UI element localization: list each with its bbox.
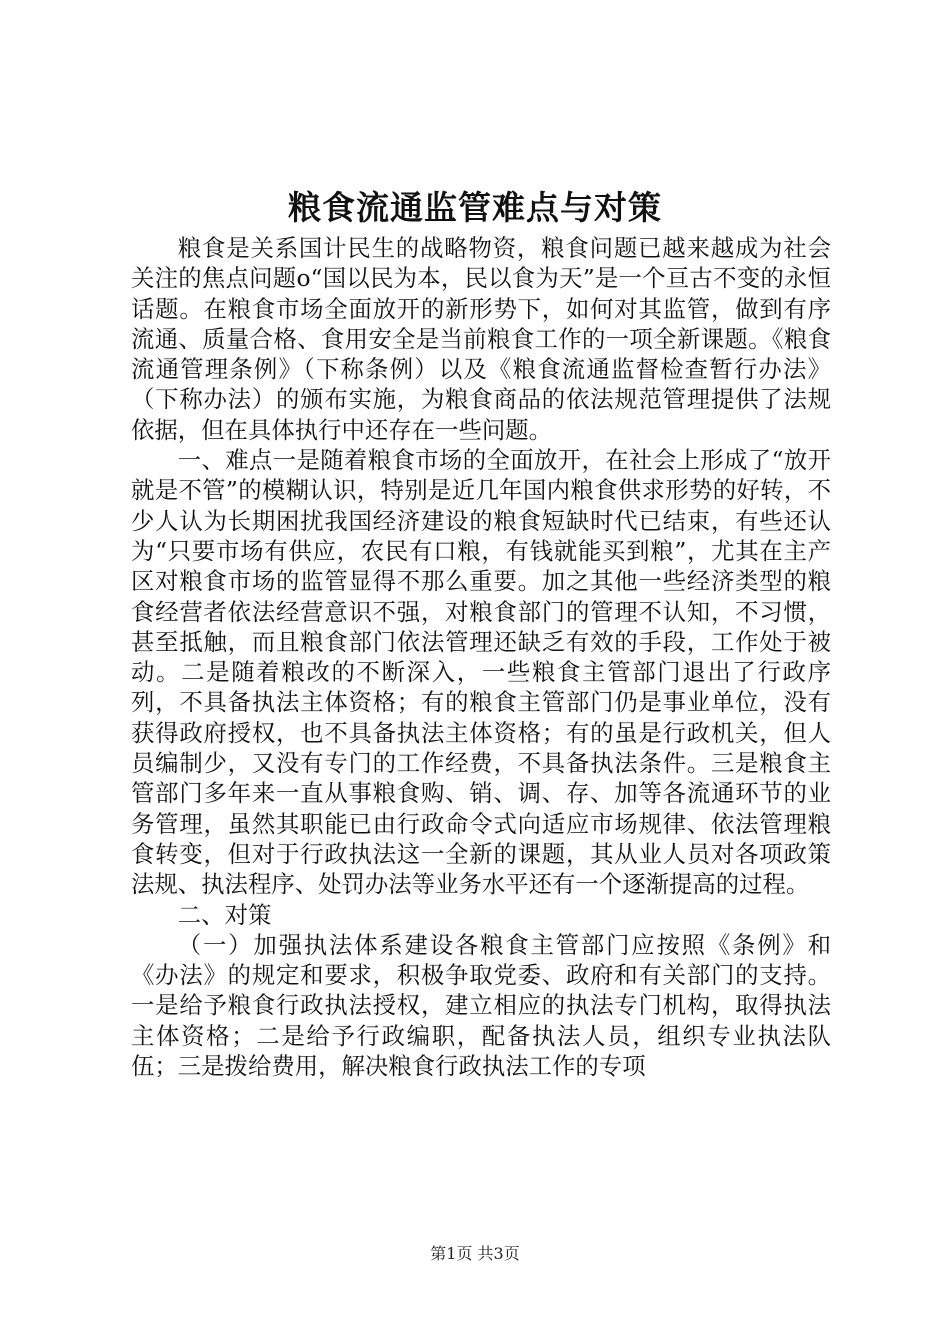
paragraph-intro: 粮食是关系国计民生的战略物资，粮食问题已越来越成为社会关注的焦点问题o“国以民为本，民以食为天”是一个亘古不变的永恒话题。在粮食市场全面放开的新形势下，如何对其监管，做到有序流通、质量合格、食用安全是当前粮食工作的一项全新课题。《粮食流通管理条例》（下称条例）以及《粮食流通监督检查暂行办法》（下称办法）的颁布实施，为粮食商品的依法规范管理提供了法规依据，但在具体执行中还存在一些问题。	[131, 234, 831, 444]
paragraph-countermeasures-heading: 二、对策	[177, 900, 272, 929]
page-footer: 第1页 共3页	[430, 1244, 520, 1263]
paragraph-countermeasure-one: （一）加强执法体系建设各粮食主管部门应按照《条例》和《办法》的规定和要求，积极争取党委、政府和有关部门的支持。一是给予粮食行政执法授权，建立相应的执法专门机构，取得执法主体资格；二是给予行政编职，配备执法人员，组织专业执法队伍；三是拨给费用，解决粮食行政执法工作的专项	[131, 930, 831, 1081]
document-body	[131, 233, 831, 1081]
document-title: 粮食流通监管难点与对策	[288, 188, 662, 227]
paragraph-difficulties: 一、难点一是随着粮食市场的全面放开，在社会上形成了“放开就是不管”的模糊认识，特别是近几年国内粮食供求形势的好转，不少人认为长期困扰我国经济建设的粮食短缺时代已结束，有些还认为“只要市场有供应，农民有口粮，有钱就能买到粮”，尤其在主产区对粮食市场的监管显得不那么重要。加之其他一些经济类型的粮食经营者依法经营意识不强，对粮食部门的管理不认知，不习惯，甚至抵触，而且粮食部门依法管理还缺乏有效的手段，工作处于被动。二是随着粮改的不断深入，一些粮食主管部门退出了行政序列，不具备执法主体资格；有的粮食主管部门仍是事业单位，没有获得政府授权，也不具备执法主体资格；有的虽是行政机关，但人员编制少，又没有专门的工作经费，不具备执法条件。三是粮食主管部门多年来一直从事粮食购、销、调、存、加等各流通环节的业务管理，虽然其职能已由行政命令式向适应市场规律、依法管理粮食转变，但对于行政执法这一全新的课题，其从业人员对各项政策法规、执法程序、处罚办法等业务水平还有一个逐渐提高的过程。	[131, 446, 831, 899]
